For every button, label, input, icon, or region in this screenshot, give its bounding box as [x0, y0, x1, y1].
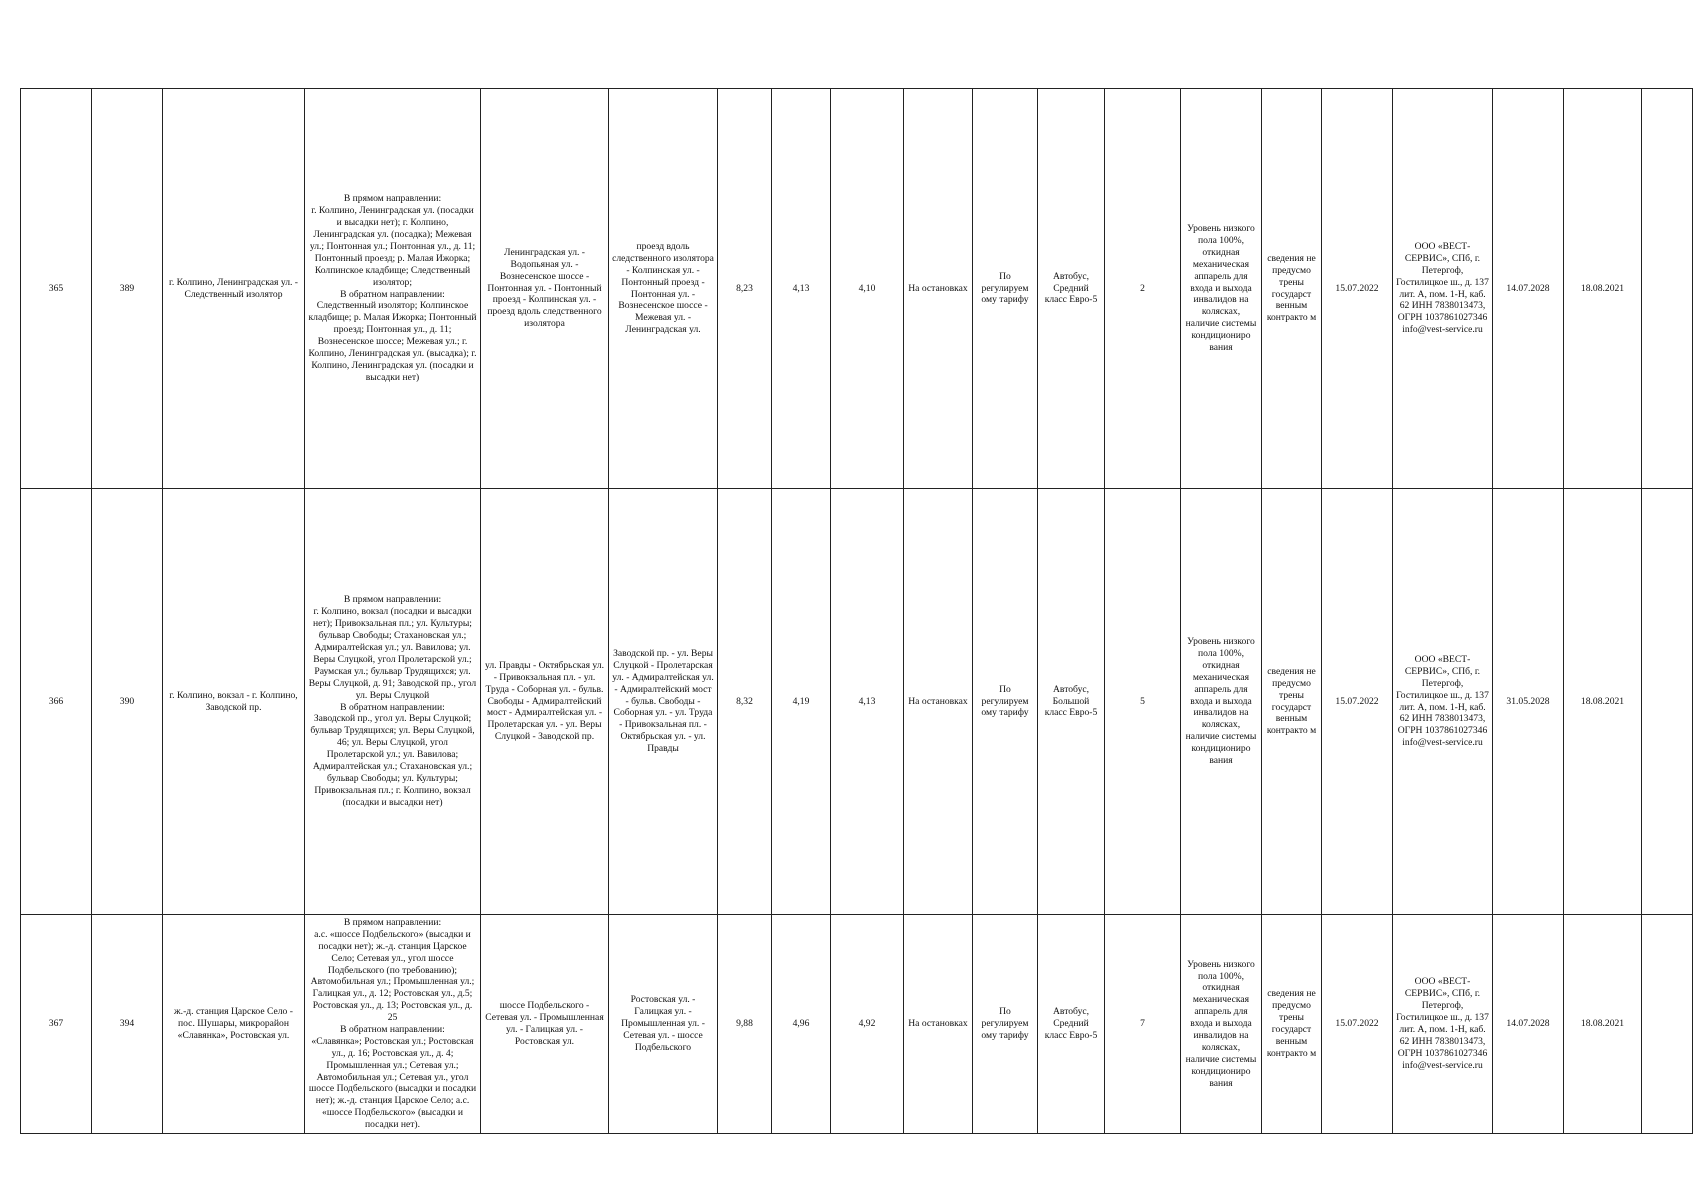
stops-cell: В прямом направлении: г. Колпино, вокзал (посадки и высадки нет); Привокзальная пл.; ул. Культуры; бульвар Свободы; Стахановская ул.; Адмиралтейская ул.; ул. Вавилова; ул. Веры Слуцкой, угол Пролетарской ул.; Раумская ул.; бульвар Трудящихся; ул. Веры Слуцкой, д. 91; Заводской пр., угол ул. Веры Слуцкой В обратном направлении: Заводской пр., угол ул. Веры Слуцкой; бульвар Трудящихся; ул. Веры Слуцкой, 46; ул. Веры Слуцкой, угол Пролетарской ул.; ул. Вавилова; Адмиралтейская ул.; Стахановская ул.; бульвар Свободы; ул. Культуры; Привокзальная пл.; г. Колпино, вокзал (посадки и высадки нет) [305, 489, 481, 915]
start-date-cell: 15.07.2022 [1322, 915, 1393, 1134]
boarding-order-cell: На остановках [904, 915, 973, 1134]
decision-date-cell: 18.08.2021 [1564, 89, 1642, 489]
streets-backward-cell: Заводской пр. - ул. Веры Слуцкой - Пролетарская ул. - Адмиралтейская ул. - Адмиралтейский мост - бульв. Свободы - Соборная ул. - ул. Труда - Привокзальная пл. - Октябрьская ул. - ул. Правды [609, 489, 718, 915]
streets-forward-cell: ул. Правды - Октябрьская ул. - Привокзальная пл. - ул. Труда - Соборная ул. - бульв. Свободы - Адмиралтейский мост - Адмиралтейская ул. - Пролетарская ул. - ул. Веры Слуцкой - Заводской пр. [481, 489, 609, 915]
vehicle-cell: Автобус, Средний класс Евро-5 [1038, 89, 1105, 489]
reg-number-cell: 366 [21, 489, 92, 915]
streets-backward-cell: Ростовская ул. - Галицкая ул. - Промышленная ул. - Сетевая ул. - шоссе Подбельского [609, 915, 718, 1134]
transport-type-cell: По регулируем ому тарифу [973, 915, 1038, 1134]
transport-type-cell: По регулируем ому тарифу [973, 489, 1038, 915]
end-date-cell: 31.05.2028 [1493, 489, 1564, 915]
start-date-cell: 15.07.2022 [1322, 89, 1393, 489]
carrier-cell: ООО «ВЕСТ-СЕРВИС», СПб, г. Петергоф, Гостилицкое ш., д. 137 лит. А, пом. 1-Н, каб. 62 ИНН 7838013473, ОГРН 1037861027346 info@vest-service.ru [1393, 915, 1493, 1134]
length-total-cell: 8,32 [718, 489, 772, 915]
boarding-order-cell: На остановках [904, 89, 973, 489]
vehicle-count-cell: 5 [1105, 489, 1181, 915]
length-forward-cell: 4,96 [772, 915, 831, 1134]
stops-cell: В прямом направлении: г. Колпино, Ленинградская ул. (посадки и высадки нет); г. Колпино, Ленинградская ул. (посадка); Межевая ул.; Понтонная ул.; Понтонная ул., д. 11; Понтонный проезд; р. Малая Ижорка; Колпинское кладбище; Следственный изолятор; В обратном направлении: Следственный изолятор; Колпинское кладбище; р. Малая Ижорка; Понтонный проезд; Понтонная ул., д. 11; Вознесенское шоссе; Межевая ул.; г. Колпино, Ленинградская ул. (высадка); г. Колпино, Ленинградская ул. (посадки и высадки нет) [305, 89, 481, 489]
end-date-cell: 14.07.2028 [1493, 915, 1564, 1134]
reg-number-cell: 365 [21, 89, 92, 489]
vehicle-cell: Автобус, Большой класс Евро-5 [1038, 489, 1105, 915]
streets-backward-cell: проезд вдоль следственного изолятора - Колпинская ул. - Понтонный проезд - Понтонная ул. - Вознесенское шоссе - Межевая ул. - Ленинградская ул. [609, 89, 718, 489]
carrier-cell: ООО «ВЕСТ-СЕРВИС», СПб, г. Петергоф, Гостилицкое ш., д. 137 лит. А, пом. 1-Н, каб. 62 ИНН 7838013473, ОГРН 1037861027346 info@vest-service.ru [1393, 89, 1493, 489]
stops-cell: В прямом направлении: а.с. «шоссе Подбельского» (высадки и посадки нет); ж.-д. станция Царское Село; Сетевая ул., угол шоссе Подбельского (по требованию); Автомобильная ул.; Промышленная ул.; Галицкая ул., д. 12; Ростовская ул., д.5; Ростовская ул., д. 13; Ростовская ул., д. 25 В обратном направлении: «Славянка»; Ростовская ул.; Ростовская ул., д. 16; Ростовская ул., д. 4; Промышленная ул.; Сетевая ул.; Автомобильная ул.; Сетевая ул., угол шоссе Подбельского (высадки и посадки нет); ж.-д. станция Царское Село; а.с. «шоссе Подбельского» (высадки и посадки нет). [305, 915, 481, 1134]
extra-cell [1642, 489, 1693, 915]
carrier-cell: ООО «ВЕСТ-СЕРВИС», СПб, г. Петергоф, Гостилицкое ш., д. 137 лит. А, пом. 1-Н, каб. 62 ИНН 7838013473, ОГРН 1037861027346 info@vest-service.ru [1393, 489, 1493, 915]
start-date-cell: 15.07.2022 [1322, 489, 1393, 915]
contract-cell: сведения не предусмо трены государст венным контракто м [1262, 489, 1322, 915]
decision-date-cell: 18.08.2021 [1564, 489, 1642, 915]
length-forward-cell: 4,19 [772, 489, 831, 915]
length-backward-cell: 4,13 [831, 489, 904, 915]
characteristics-cell: Уровень низкого пола 100%, откидная механическая аппарель для входа и выхода инвалидов на колясках, наличие системы кондициониро вания [1181, 89, 1262, 489]
route-name-cell: ж.-д. станция Царское Село - пос. Шушары, микрорайон «Славянка», Ростовская ул. [163, 915, 305, 1134]
length-backward-cell: 4,92 [831, 915, 904, 1134]
length-total-cell: 9,88 [718, 915, 772, 1134]
streets-forward-cell: Ленинградская ул. - Водопьяная ул. - Вознесенское шоссе - Понтонная ул. - Понтонный проезд - Колпинская ул. - проезд вдоль следственного изолятора [481, 89, 609, 489]
route-number-cell: 394 [92, 915, 163, 1134]
boarding-order-cell: На остановках [904, 489, 973, 915]
end-date-cell: 14.07.2028 [1493, 89, 1564, 489]
contract-cell: сведения не предусмо трены государст венным контракто м [1262, 89, 1322, 489]
routes-registry-table [20, 88, 1693, 1134]
route-number-cell: 390 [92, 489, 163, 915]
route-number-cell: 389 [92, 89, 163, 489]
table-row [21, 89, 1693, 489]
vehicle-count-cell: 2 [1105, 89, 1181, 489]
length-total-cell: 8,23 [718, 89, 772, 489]
vehicle-cell: Автобус, Средний класс Евро-5 [1038, 915, 1105, 1134]
characteristics-cell: Уровень низкого пола 100%, откидная механическая аппарель для входа и выхода инвалидов на колясках, наличие системы кондициониро вания [1181, 489, 1262, 915]
table-row [21, 915, 1693, 1134]
reg-number-cell: 367 [21, 915, 92, 1134]
table-row [21, 489, 1693, 915]
extra-cell [1642, 89, 1693, 489]
transport-type-cell: По регулируем ому тарифу [973, 89, 1038, 489]
extra-cell [1642, 915, 1693, 1134]
length-forward-cell: 4,13 [772, 89, 831, 489]
route-name-cell: г. Колпино, Ленинградская ул. - Следственный изолятор [163, 89, 305, 489]
characteristics-cell: Уровень низкого пола 100%, откидная механическая аппарель для входа и выхода инвалидов на колясках, наличие системы кондициониро вания [1181, 915, 1262, 1134]
streets-forward-cell: шоссе Подбельского - Сетевая ул. - Промышленная ул. - Галицкая ул. - Ростовская ул. [481, 915, 609, 1134]
decision-date-cell: 18.08.2021 [1564, 915, 1642, 1134]
route-name-cell: г. Колпино, вокзал - г. Колпино, Заводской пр. [163, 489, 305, 915]
length-backward-cell: 4,10 [831, 89, 904, 489]
vehicle-count-cell: 7 [1105, 915, 1181, 1134]
contract-cell: сведения не предусмо трены государст венным контракто м [1262, 915, 1322, 1134]
